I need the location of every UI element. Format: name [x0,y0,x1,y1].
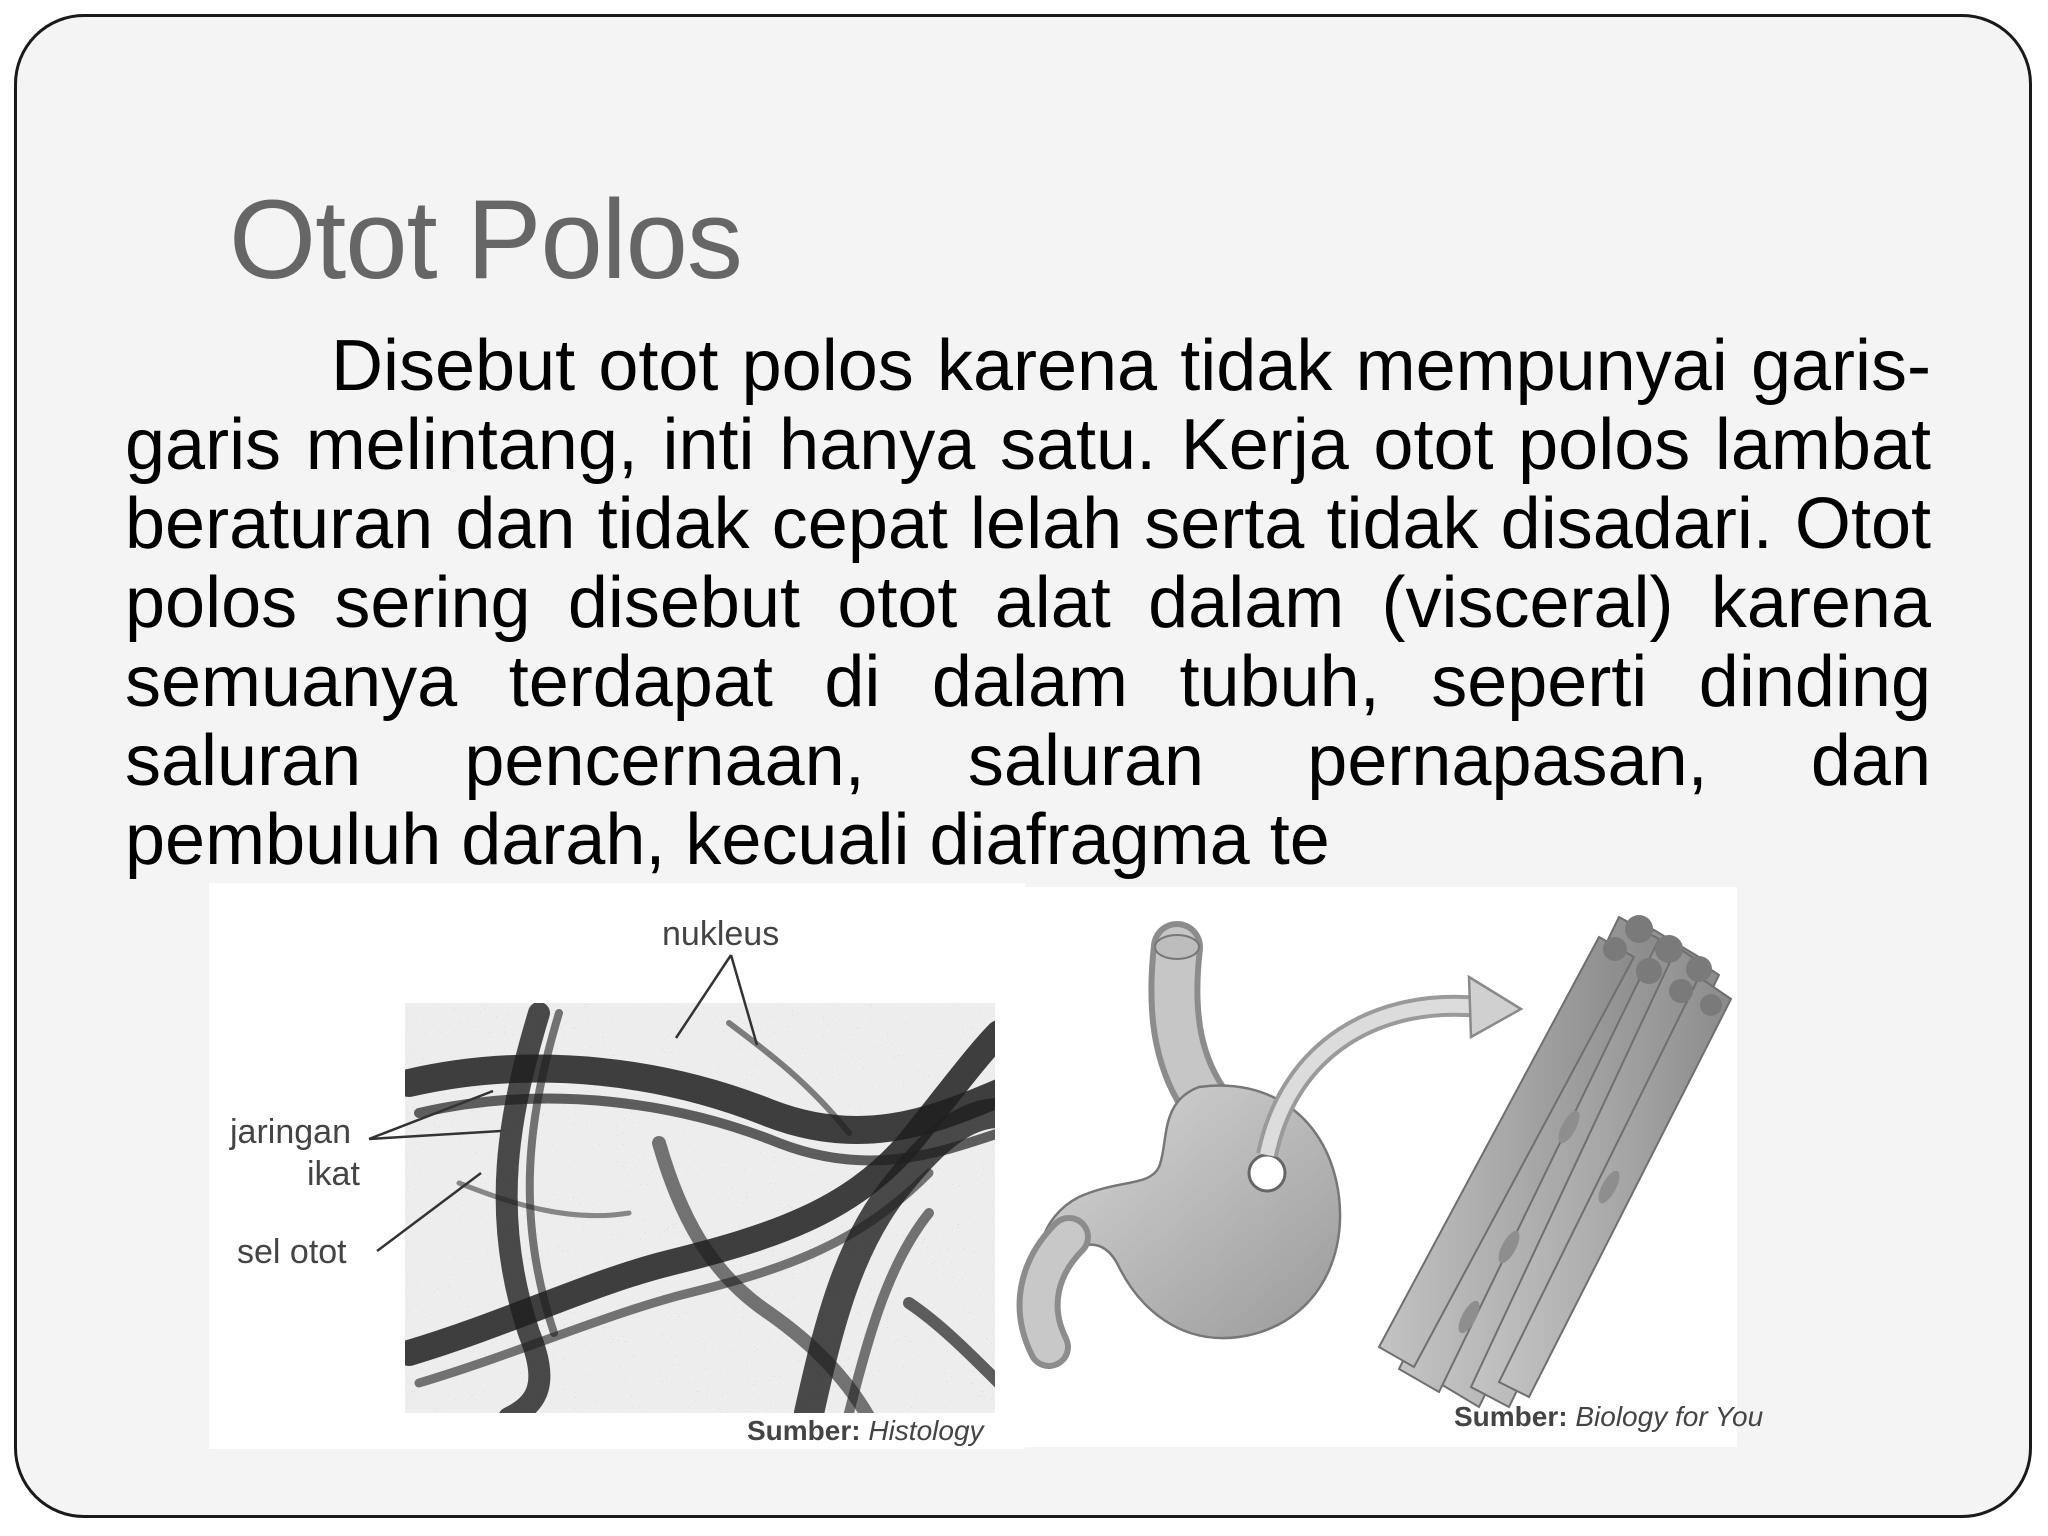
label-muscle-cell: sel otot [237,1233,347,1271]
micrograph-figure [209,883,1025,1449]
slide [14,14,2032,1518]
source-ref: Biology for You [1575,1401,1764,1432]
stomach-figure [1009,887,1764,1447]
source-histology [747,1415,984,1447]
source-ref: Histology [868,1415,984,1446]
source-prefix: Sumber: [1454,1401,1568,1432]
body-paragraph: Disebut otot polos karena tidak mempunyai garis-garis melintang, inti hanya satu. Kerja otot polos lambat beraturan dan tidak cepat lelah serta tidak disadari. Otot polos sering disebut otot alat dalam (visceral) karena semuanya terdapat di dalam tubuh, seperti dinding saluran pencernaan, saluran pernapasan, dan pembuluh darah, kecuali diafragma te [125,327,1931,880]
label-connective-tissue: jaringan [230,1113,351,1151]
source-biology-for-you [1454,1401,1763,1433]
stomach-illustration [1009,887,1737,1447]
label-connective-tissue-2: ikat [307,1155,360,1193]
label-nucleus: nukleus [662,915,780,953]
slide-title: Otot Polos [229,177,742,302]
source-prefix: Sumber: [747,1415,861,1446]
